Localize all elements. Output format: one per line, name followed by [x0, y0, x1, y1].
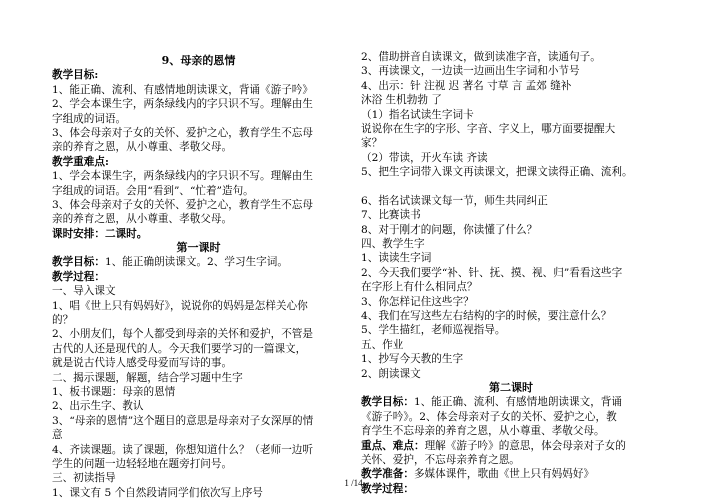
lesson2-title: 第二课时 — [489, 380, 533, 394]
text-line: 4、我们在写这些左右结构的字的时候，要注意什么？ — [361, 310, 612, 323]
prep-text: 多媒体课件，歌曲《世上只有妈妈好》 — [413, 468, 595, 481]
schedule: 课时安排：二课时。 — [52, 227, 148, 240]
text-line: 家？ — [361, 137, 383, 150]
goal-line: 1、能正确、流利、有感情地朗读课文，背诵《游子吟》 — [52, 83, 313, 96]
goal-line: 亲的养育之恩，从小尊重、孝敬父母。 — [52, 141, 233, 154]
key-line: 理解《游子吟》的意思，体会母亲对子女的 — [424, 439, 626, 452]
text-line: 3、你怎样记住这些字？ — [361, 295, 474, 308]
process-line: 学生的问题一边轻轻地在题旁打问号。 — [52, 457, 233, 470]
lesson1-title: 第一课时 — [176, 241, 221, 255]
process-line: 2、小朋友们，每个人都受到母亲的关怀和爱护，不管是 — [52, 328, 313, 341]
lesson2-goal-line: 育学生不忘母亲的养育之恩，从小尊重、孝敬父母。 — [361, 425, 605, 438]
key-line: 亲的养育之恩，从小尊重、孝敬父母。 — [52, 213, 233, 226]
goal-line: 3、体会母亲对子女的关怀、爱护之心，教育学生不忘母 — [52, 126, 313, 139]
lesson2-process-heading: 教学过程： — [361, 482, 414, 495]
prep-label: 教学准备： — [361, 468, 414, 481]
text-line: 6、指名试读课文每一节，师生共同纠正 — [361, 194, 548, 207]
goal-line: 2、学会本课生字，两条绿线内的字只识不写。理解由生 — [52, 98, 313, 111]
text-line: 1、读读生字词 — [361, 252, 432, 265]
text-line: 5、学生描红，老师巡视指导。 — [361, 324, 506, 337]
page-title: 9、母亲的恩情 — [161, 54, 236, 67]
text-line: （2）带读，开火车读 齐读 — [361, 151, 488, 164]
text-line: 2、借助拼音自读课文，做到读准字音，读通句子。 — [361, 51, 601, 63]
key-line: 关怀、爱护，不忘母亲养育之恩。 — [361, 453, 520, 466]
text-line: 说说你在生字的字形、字音、字义上，哪方面要提醒大 — [361, 122, 616, 135]
key-label: 重点、难点： — [361, 439, 425, 452]
text-line: 3、再读课文，一边读一边画出生字词和小节号 — [361, 65, 580, 78]
page-number: 1 /14 — [344, 478, 363, 488]
process-line: 的？ — [52, 314, 74, 327]
lesson1-goal-label: 教学目标： — [52, 256, 105, 269]
process-line: 4、齐读课题。读了课题，你想知道什么？（老师一边听 — [52, 443, 313, 456]
text-line: 五、作业 — [361, 338, 404, 351]
process-line: 2、出示生字、教认 — [52, 400, 144, 413]
process-line: 一、导入课文 — [52, 285, 116, 298]
blank-line — [361, 180, 661, 194]
process-line: 就是说古代诗人感受母爱而写诗的事。 — [52, 357, 233, 370]
process-line: 1、板书课题：母亲的恩情 — [52, 385, 176, 398]
lesson2-goal-label: 教学目标： — [361, 396, 414, 409]
lesson1-goal-text: 1、能正确朗读课文。2、学习生字词。 — [104, 256, 288, 269]
text-line: 5、把生字词带入课文再读课文，把课文读得正确、流利。 — [361, 166, 633, 179]
text-line: 1、抄写今天教的生字 — [361, 353, 464, 366]
process-line: 意 — [52, 429, 63, 442]
text-line: 7、比赛读书 — [361, 209, 421, 222]
process-line: 二、揭示课题，解题，结合学习题中生字 — [52, 371, 243, 384]
process-line: 3、“母亲的恩情”这个题目的意思是母亲对子女深厚的情 — [52, 414, 314, 427]
key-line: 1、学会本课生字，两条绿线内的字只识不写。理解由生 — [52, 170, 313, 183]
text-line: （1）指名试读生字词卡 — [361, 108, 474, 121]
text-line: 沐浴 生机勃勃 了 — [361, 94, 442, 107]
process-line: 1、唱《世上只有妈妈好》，说说你的妈妈是怎样关心你 — [52, 299, 308, 312]
text-line: 2、朗读课文 — [361, 367, 421, 380]
lesson2-goal-line: 1、能正确、流利、有感情地朗读课文，背诵 — [413, 396, 622, 409]
key-line: 3、体会母亲对子女的关怀、爱护之心，教育学生不忘母 — [52, 198, 313, 211]
text-line: 8、对于刚才的问题，你读懂了什么？ — [361, 223, 538, 236]
text-line: 四、教学生字 — [361, 238, 425, 251]
lesson2-goal-line: 《游子吟》。2、体会母亲对子女的关怀、爱护之心，教 — [361, 410, 617, 423]
key-heading: 教学重难点: — [52, 155, 109, 168]
process-heading: 教学过程： — [52, 270, 105, 283]
process-line: 古代的人还是现代的人。今天我们要学习的一篇课文， — [52, 342, 307, 355]
text-line: 2、今天我们要学“补、针、抚、摸、视、归”看看这些字 — [361, 266, 623, 279]
goals-heading: 教学目标: — [52, 69, 99, 82]
process-line: 三、初读指导 — [52, 472, 116, 485]
text-line: 在字形上有什么相同点？ — [361, 281, 478, 294]
key-line: 字组成的词语。会用“看到”、“忙着”造句。 — [52, 184, 254, 197]
left-column — [52, 54, 345, 500]
process-line: 1、课文有 5 个自然段请同学们依次写上序号 — [52, 486, 263, 499]
text-line: 4、出示：针 注视 迟 著名 寸草 言 孟郊 缝补 — [361, 79, 572, 92]
goal-line: 字组成的词语。 — [52, 112, 127, 125]
right-column — [361, 50, 661, 496]
